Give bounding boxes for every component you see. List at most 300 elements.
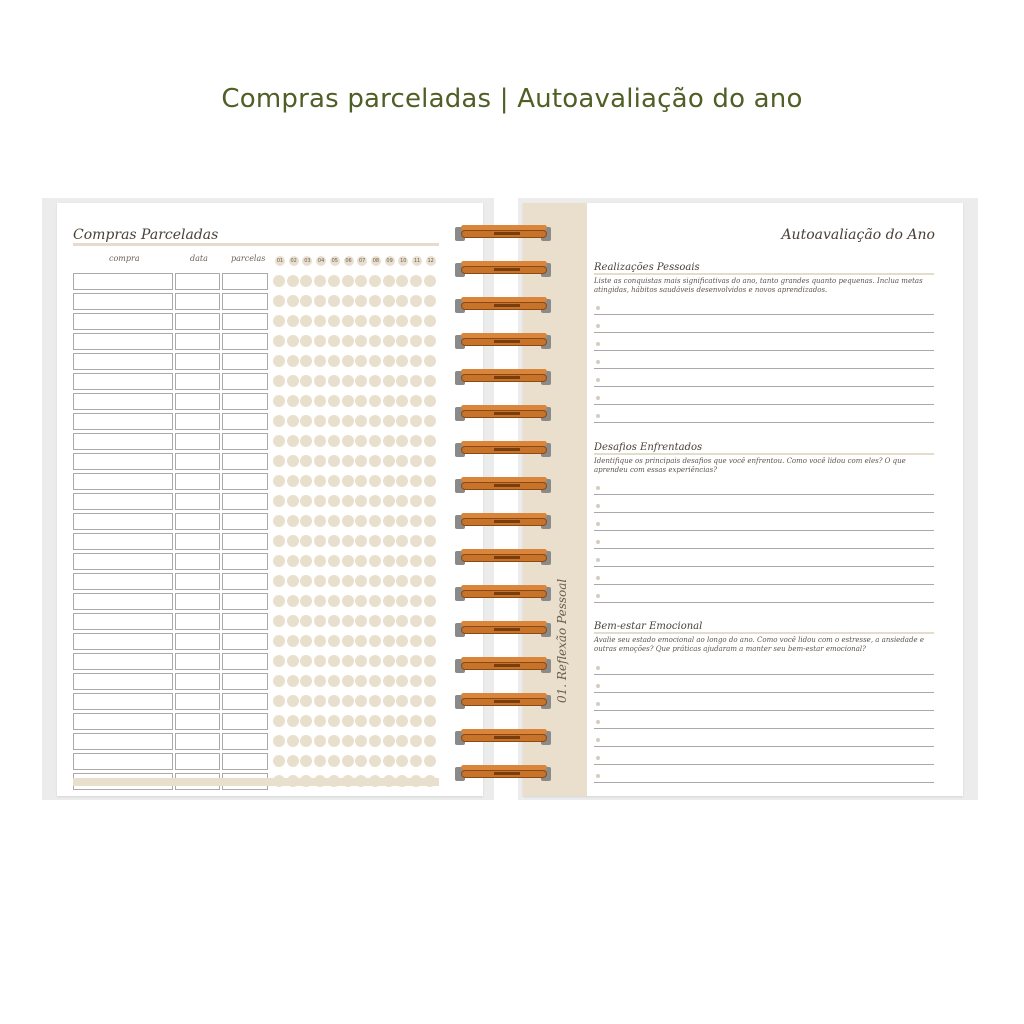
installment-checkbox[interactable]: [273, 515, 285, 527]
installment-checkbox[interactable]: [369, 375, 381, 387]
installment-checkbox[interactable]: [355, 295, 367, 307]
installment-checkbox[interactable]: [328, 295, 340, 307]
parcelas-cell[interactable]: [222, 633, 268, 650]
installment-checkbox[interactable]: [342, 635, 354, 647]
installment-checkbox[interactable]: [396, 575, 408, 587]
installment-checkbox[interactable]: [300, 395, 312, 407]
installment-checkbox[interactable]: [328, 495, 340, 507]
parcelas-cell[interactable]: [222, 593, 268, 610]
installment-checkbox[interactable]: [410, 275, 422, 287]
writing-line[interactable]: [594, 674, 934, 675]
data-cell[interactable]: [175, 293, 220, 310]
installment-checkbox[interactable]: [396, 655, 408, 667]
writing-line[interactable]: [594, 422, 934, 423]
installment-checkbox[interactable]: [424, 275, 436, 287]
installment-checkbox[interactable]: [287, 535, 299, 547]
installment-checkbox[interactable]: [342, 355, 354, 367]
installment-checkbox[interactable]: [314, 555, 326, 567]
installment-checkbox[interactable]: [342, 555, 354, 567]
compra-cell[interactable]: [73, 553, 173, 570]
installment-checkbox[interactable]: [328, 415, 340, 427]
installment-checkbox[interactable]: [355, 275, 367, 287]
installment-checkbox[interactable]: [300, 675, 312, 687]
installment-checkbox[interactable]: [396, 515, 408, 527]
installment-checkbox[interactable]: [273, 575, 285, 587]
installment-checkbox[interactable]: [410, 435, 422, 447]
installment-checkbox[interactable]: [300, 355, 312, 367]
installment-checkbox[interactable]: [342, 655, 354, 667]
installment-checkbox[interactable]: [273, 375, 285, 387]
installment-checkbox[interactable]: [342, 455, 354, 467]
installment-checkbox[interactable]: [383, 315, 395, 327]
installment-checkbox[interactable]: [273, 595, 285, 607]
installment-checkbox[interactable]: [369, 595, 381, 607]
installment-checkbox[interactable]: [410, 495, 422, 507]
installment-checkbox[interactable]: [396, 275, 408, 287]
installment-checkbox[interactable]: [396, 755, 408, 767]
installment-checkbox[interactable]: [424, 295, 436, 307]
compra-cell[interactable]: [73, 493, 173, 510]
compra-cell[interactable]: [73, 693, 173, 710]
installment-checkbox[interactable]: [328, 475, 340, 487]
writing-line[interactable]: [594, 350, 934, 351]
parcelas-cell[interactable]: [222, 453, 268, 470]
writing-line[interactable]: [594, 386, 934, 387]
installment-checkbox[interactable]: [314, 275, 326, 287]
parcelas-cell[interactable]: [222, 533, 268, 550]
compra-cell[interactable]: [73, 513, 173, 530]
installment-checkbox[interactable]: [273, 675, 285, 687]
installment-checkbox[interactable]: [287, 315, 299, 327]
installment-checkbox[interactable]: [300, 555, 312, 567]
writing-line[interactable]: [594, 782, 934, 783]
installment-checkbox[interactable]: [287, 635, 299, 647]
installment-checkbox[interactable]: [328, 455, 340, 467]
installment-checkbox[interactable]: [383, 735, 395, 747]
installment-checkbox[interactable]: [342, 515, 354, 527]
parcelas-cell[interactable]: [222, 693, 268, 710]
installment-checkbox[interactable]: [342, 535, 354, 547]
installment-checkbox[interactable]: [383, 615, 395, 627]
data-cell[interactable]: [175, 353, 220, 370]
installment-checkbox[interactable]: [355, 515, 367, 527]
installment-checkbox[interactable]: [369, 395, 381, 407]
installment-checkbox[interactable]: [383, 575, 395, 587]
installment-checkbox[interactable]: [396, 495, 408, 507]
data-cell[interactable]: [175, 533, 220, 550]
installment-checkbox[interactable]: [355, 395, 367, 407]
data-cell[interactable]: [175, 733, 220, 750]
installment-checkbox[interactable]: [342, 375, 354, 387]
installment-checkbox[interactable]: [410, 595, 422, 607]
installment-checkbox[interactable]: [355, 675, 367, 687]
installment-checkbox[interactable]: [410, 315, 422, 327]
installment-checkbox[interactable]: [369, 715, 381, 727]
installment-checkbox[interactable]: [273, 495, 285, 507]
installment-checkbox[interactable]: [300, 615, 312, 627]
installment-checkbox[interactable]: [273, 715, 285, 727]
installment-checkbox[interactable]: [383, 355, 395, 367]
writing-line[interactable]: [594, 710, 934, 711]
installment-checkbox[interactable]: [273, 695, 285, 707]
installment-checkbox[interactable]: [300, 655, 312, 667]
installment-checkbox[interactable]: [369, 335, 381, 347]
installment-checkbox[interactable]: [355, 475, 367, 487]
installment-checkbox[interactable]: [396, 675, 408, 687]
installment-checkbox[interactable]: [355, 355, 367, 367]
installment-checkbox[interactable]: [424, 735, 436, 747]
installment-checkbox[interactable]: [369, 515, 381, 527]
installment-checkbox[interactable]: [273, 315, 285, 327]
writing-line[interactable]: [594, 404, 934, 405]
writing-line[interactable]: [594, 512, 934, 513]
installment-checkbox[interactable]: [424, 475, 436, 487]
installment-checkbox[interactable]: [424, 755, 436, 767]
installment-checkbox[interactable]: [383, 755, 395, 767]
installment-checkbox[interactable]: [314, 315, 326, 327]
installment-checkbox[interactable]: [424, 555, 436, 567]
writing-line[interactable]: [594, 584, 934, 585]
installment-checkbox[interactable]: [287, 355, 299, 367]
installment-checkbox[interactable]: [287, 335, 299, 347]
installment-checkbox[interactable]: [287, 755, 299, 767]
installment-checkbox[interactable]: [410, 735, 422, 747]
installment-checkbox[interactable]: [300, 335, 312, 347]
installment-checkbox[interactable]: [300, 435, 312, 447]
data-cell[interactable]: [175, 413, 220, 430]
installment-checkbox[interactable]: [342, 595, 354, 607]
data-cell[interactable]: [175, 373, 220, 390]
installment-checkbox[interactable]: [287, 415, 299, 427]
installment-checkbox[interactable]: [396, 535, 408, 547]
installment-checkbox[interactable]: [396, 615, 408, 627]
parcelas-cell[interactable]: [222, 753, 268, 770]
installment-checkbox[interactable]: [287, 375, 299, 387]
installment-checkbox[interactable]: [369, 295, 381, 307]
data-cell[interactable]: [175, 553, 220, 570]
installment-checkbox[interactable]: [355, 635, 367, 647]
installment-checkbox[interactable]: [355, 415, 367, 427]
installment-checkbox[interactable]: [369, 615, 381, 627]
installment-checkbox[interactable]: [396, 635, 408, 647]
installment-checkbox[interactable]: [369, 575, 381, 587]
data-cell[interactable]: [175, 473, 220, 490]
installment-checkbox[interactable]: [314, 395, 326, 407]
installment-checkbox[interactable]: [410, 675, 422, 687]
installment-checkbox[interactable]: [396, 435, 408, 447]
installment-checkbox[interactable]: [342, 415, 354, 427]
parcelas-cell[interactable]: [222, 553, 268, 570]
writing-line[interactable]: [594, 530, 934, 531]
installment-checkbox[interactable]: [314, 435, 326, 447]
installment-checkbox[interactable]: [287, 655, 299, 667]
installment-checkbox[interactable]: [383, 515, 395, 527]
installment-checkbox[interactable]: [424, 335, 436, 347]
compra-cell[interactable]: [73, 313, 173, 330]
compra-cell[interactable]: [73, 333, 173, 350]
installment-checkbox[interactable]: [328, 535, 340, 547]
installment-checkbox[interactable]: [287, 615, 299, 627]
writing-line[interactable]: [594, 764, 934, 765]
installment-checkbox[interactable]: [314, 635, 326, 647]
installment-checkbox[interactable]: [342, 475, 354, 487]
installment-checkbox[interactable]: [287, 695, 299, 707]
installment-checkbox[interactable]: [328, 755, 340, 767]
installment-checkbox[interactable]: [314, 335, 326, 347]
installment-checkbox[interactable]: [342, 615, 354, 627]
compra-cell[interactable]: [73, 273, 173, 290]
installment-checkbox[interactable]: [383, 395, 395, 407]
parcelas-cell[interactable]: [222, 733, 268, 750]
data-cell[interactable]: [175, 453, 220, 470]
installment-checkbox[interactable]: [369, 635, 381, 647]
installment-checkbox[interactable]: [424, 415, 436, 427]
installment-checkbox[interactable]: [383, 455, 395, 467]
installment-checkbox[interactable]: [410, 715, 422, 727]
installment-checkbox[interactable]: [424, 715, 436, 727]
installment-checkbox[interactable]: [369, 495, 381, 507]
installment-checkbox[interactable]: [355, 495, 367, 507]
writing-line[interactable]: [594, 728, 934, 729]
data-cell[interactable]: [175, 273, 220, 290]
installment-checkbox[interactable]: [342, 295, 354, 307]
installment-checkbox[interactable]: [424, 435, 436, 447]
installment-checkbox[interactable]: [355, 455, 367, 467]
installment-checkbox[interactable]: [424, 655, 436, 667]
installment-checkbox[interactable]: [273, 555, 285, 567]
installment-checkbox[interactable]: [355, 375, 367, 387]
parcelas-cell[interactable]: [222, 333, 268, 350]
installment-checkbox[interactable]: [355, 535, 367, 547]
parcelas-cell[interactable]: [222, 653, 268, 670]
installment-checkbox[interactable]: [383, 435, 395, 447]
compra-cell[interactable]: [73, 393, 173, 410]
installment-checkbox[interactable]: [410, 695, 422, 707]
writing-line[interactable]: [594, 746, 934, 747]
compra-cell[interactable]: [73, 473, 173, 490]
parcelas-cell[interactable]: [222, 393, 268, 410]
installment-checkbox[interactable]: [328, 315, 340, 327]
installment-checkbox[interactable]: [300, 715, 312, 727]
parcelas-cell[interactable]: [222, 473, 268, 490]
installment-checkbox[interactable]: [369, 535, 381, 547]
installment-checkbox[interactable]: [355, 555, 367, 567]
installment-checkbox[interactable]: [396, 295, 408, 307]
installment-checkbox[interactable]: [300, 315, 312, 327]
installment-checkbox[interactable]: [328, 635, 340, 647]
installment-checkbox[interactable]: [300, 455, 312, 467]
data-cell[interactable]: [175, 693, 220, 710]
installment-checkbox[interactable]: [424, 495, 436, 507]
installment-checkbox[interactable]: [300, 735, 312, 747]
installment-checkbox[interactable]: [383, 475, 395, 487]
installment-checkbox[interactable]: [396, 315, 408, 327]
installment-checkbox[interactable]: [328, 595, 340, 607]
installment-checkbox[interactable]: [355, 575, 367, 587]
installment-checkbox[interactable]: [410, 415, 422, 427]
installment-checkbox[interactable]: [287, 275, 299, 287]
writing-line[interactable]: [594, 368, 934, 369]
installment-checkbox[interactable]: [287, 495, 299, 507]
data-cell[interactable]: [175, 493, 220, 510]
installment-checkbox[interactable]: [300, 695, 312, 707]
installment-checkbox[interactable]: [342, 275, 354, 287]
installment-checkbox[interactable]: [328, 615, 340, 627]
installment-checkbox[interactable]: [314, 675, 326, 687]
parcelas-cell[interactable]: [222, 373, 268, 390]
installment-checkbox[interactable]: [410, 455, 422, 467]
installment-checkbox[interactable]: [314, 415, 326, 427]
installment-checkbox[interactable]: [424, 575, 436, 587]
compra-cell[interactable]: [73, 733, 173, 750]
installment-checkbox[interactable]: [383, 595, 395, 607]
data-cell[interactable]: [175, 633, 220, 650]
installment-checkbox[interactable]: [328, 655, 340, 667]
installment-checkbox[interactable]: [369, 415, 381, 427]
compra-cell[interactable]: [73, 433, 173, 450]
installment-checkbox[interactable]: [383, 555, 395, 567]
installment-checkbox[interactable]: [369, 695, 381, 707]
installment-checkbox[interactable]: [369, 735, 381, 747]
installment-checkbox[interactable]: [410, 355, 422, 367]
installment-checkbox[interactable]: [314, 575, 326, 587]
installment-checkbox[interactable]: [383, 375, 395, 387]
installment-checkbox[interactable]: [424, 375, 436, 387]
installment-checkbox[interactable]: [287, 595, 299, 607]
installment-checkbox[interactable]: [342, 395, 354, 407]
data-cell[interactable]: [175, 753, 220, 770]
installment-checkbox[interactable]: [314, 755, 326, 767]
installment-checkbox[interactable]: [300, 295, 312, 307]
data-cell[interactable]: [175, 713, 220, 730]
installment-checkbox[interactable]: [410, 475, 422, 487]
installment-checkbox[interactable]: [314, 495, 326, 507]
installment-checkbox[interactable]: [396, 715, 408, 727]
writing-line[interactable]: [594, 314, 934, 315]
installment-checkbox[interactable]: [410, 655, 422, 667]
installment-checkbox[interactable]: [396, 395, 408, 407]
parcelas-cell[interactable]: [222, 273, 268, 290]
writing-line[interactable]: [594, 692, 934, 693]
installment-checkbox[interactable]: [383, 695, 395, 707]
installment-checkbox[interactable]: [342, 315, 354, 327]
data-cell[interactable]: [175, 513, 220, 530]
installment-checkbox[interactable]: [355, 735, 367, 747]
installment-checkbox[interactable]: [355, 595, 367, 607]
installment-checkbox[interactable]: [328, 275, 340, 287]
installment-checkbox[interactable]: [369, 655, 381, 667]
installment-checkbox[interactable]: [369, 355, 381, 367]
installment-checkbox[interactable]: [355, 615, 367, 627]
installment-checkbox[interactable]: [314, 615, 326, 627]
installment-checkbox[interactable]: [355, 715, 367, 727]
parcelas-cell[interactable]: [222, 673, 268, 690]
installment-checkbox[interactable]: [300, 635, 312, 647]
data-cell[interactable]: [175, 393, 220, 410]
installment-checkbox[interactable]: [314, 695, 326, 707]
installment-checkbox[interactable]: [355, 695, 367, 707]
installment-checkbox[interactable]: [410, 755, 422, 767]
installment-checkbox[interactable]: [396, 455, 408, 467]
data-cell[interactable]: [175, 333, 220, 350]
installment-checkbox[interactable]: [273, 475, 285, 487]
installment-checkbox[interactable]: [396, 695, 408, 707]
installment-checkbox[interactable]: [273, 635, 285, 647]
installment-checkbox[interactable]: [273, 735, 285, 747]
parcelas-cell[interactable]: [222, 313, 268, 330]
installment-checkbox[interactable]: [410, 295, 422, 307]
installment-checkbox[interactable]: [328, 335, 340, 347]
installment-checkbox[interactable]: [396, 355, 408, 367]
installment-checkbox[interactable]: [328, 355, 340, 367]
installment-checkbox[interactable]: [287, 515, 299, 527]
installment-checkbox[interactable]: [300, 375, 312, 387]
installment-checkbox[interactable]: [287, 395, 299, 407]
installment-checkbox[interactable]: [300, 595, 312, 607]
parcelas-cell[interactable]: [222, 713, 268, 730]
installment-checkbox[interactable]: [396, 475, 408, 487]
installment-checkbox[interactable]: [355, 435, 367, 447]
installment-checkbox[interactable]: [287, 435, 299, 447]
data-cell[interactable]: [175, 673, 220, 690]
installment-checkbox[interactable]: [300, 755, 312, 767]
installment-checkbox[interactable]: [342, 715, 354, 727]
parcelas-cell[interactable]: [222, 493, 268, 510]
parcelas-cell[interactable]: [222, 293, 268, 310]
compra-cell[interactable]: [73, 753, 173, 770]
installment-checkbox[interactable]: [424, 395, 436, 407]
writing-line[interactable]: [594, 332, 934, 333]
installment-checkbox[interactable]: [273, 295, 285, 307]
installment-checkbox[interactable]: [396, 735, 408, 747]
compra-cell[interactable]: [73, 293, 173, 310]
installment-checkbox[interactable]: [314, 655, 326, 667]
installment-checkbox[interactable]: [410, 375, 422, 387]
installment-checkbox[interactable]: [300, 495, 312, 507]
installment-checkbox[interactable]: [314, 375, 326, 387]
installment-checkbox[interactable]: [314, 475, 326, 487]
writing-line[interactable]: [594, 548, 934, 549]
installment-checkbox[interactable]: [300, 535, 312, 547]
installment-checkbox[interactable]: [300, 515, 312, 527]
compra-cell[interactable]: [73, 673, 173, 690]
compra-cell[interactable]: [73, 713, 173, 730]
installment-checkbox[interactable]: [410, 395, 422, 407]
parcelas-cell[interactable]: [222, 413, 268, 430]
data-cell[interactable]: [175, 573, 220, 590]
compra-cell[interactable]: [73, 413, 173, 430]
installment-checkbox[interactable]: [410, 335, 422, 347]
compra-cell[interactable]: [73, 373, 173, 390]
compra-cell[interactable]: [73, 353, 173, 370]
installment-checkbox[interactable]: [314, 535, 326, 547]
installment-checkbox[interactable]: [273, 535, 285, 547]
installment-checkbox[interactable]: [369, 455, 381, 467]
writing-line[interactable]: [594, 602, 934, 603]
installment-checkbox[interactable]: [424, 355, 436, 367]
installment-checkbox[interactable]: [410, 615, 422, 627]
installment-checkbox[interactable]: [424, 695, 436, 707]
installment-checkbox[interactable]: [396, 595, 408, 607]
installment-checkbox[interactable]: [383, 635, 395, 647]
installment-checkbox[interactable]: [396, 375, 408, 387]
installment-checkbox[interactable]: [369, 675, 381, 687]
installment-checkbox[interactable]: [383, 655, 395, 667]
data-cell[interactable]: [175, 593, 220, 610]
installment-checkbox[interactable]: [410, 555, 422, 567]
installment-checkbox[interactable]: [383, 335, 395, 347]
installment-checkbox[interactable]: [287, 295, 299, 307]
